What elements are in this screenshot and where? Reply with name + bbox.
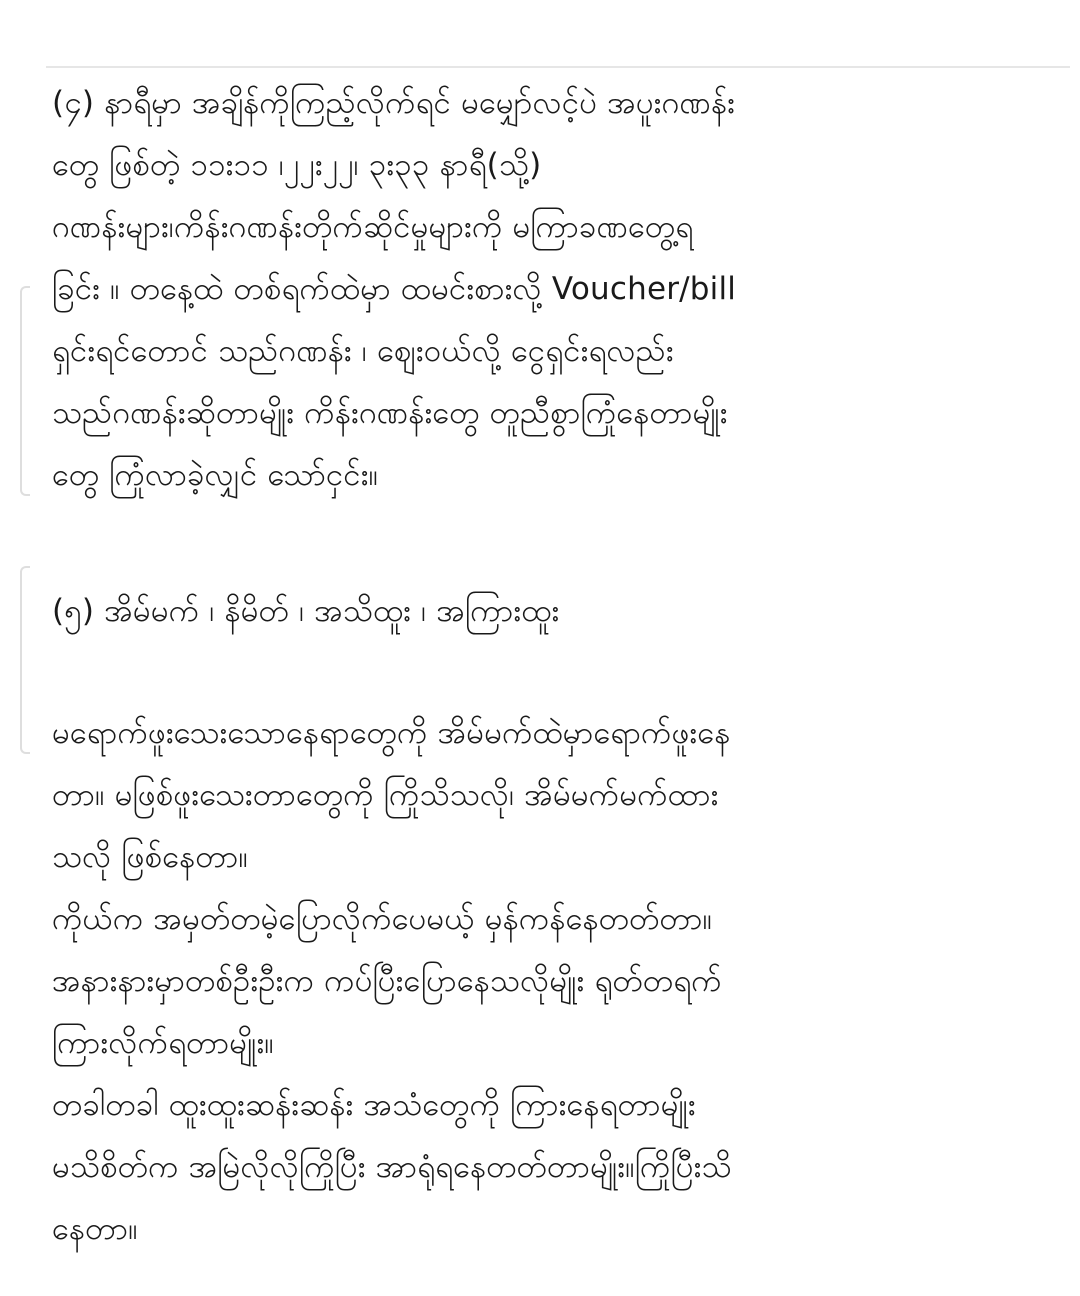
text-line: မသိစိတ်က အမြဲလိုလိုကြိုပြီး အာရုံရနေတတ်တာမျိုး။ကြိုပြီးသိ: [52, 1149, 732, 1185]
text-line: ရှင်းရင်တောင် သည်ဂဏန်း ၊ ဈေးဝယ်လို့ ငွေရှင်းရလည်း: [52, 333, 674, 369]
text-line: ခြင်း ။ တနေ့ထဲ တစ်ရက်ထဲမှာ ထမင်းစားလို့ Voucher/bill: [52, 271, 737, 307]
section-5-paragraph: [52, 702, 1052, 1260]
text-line: သည်ဂဏန်းဆိုတာမျိုး ကိန်းဂဏန်းတွေ တူညီစွာကြုံနေတာမျိုး: [52, 395, 728, 431]
text-line: တခါတခါ ထူးထူးဆန်းဆန်း အသံတွေကို ကြားနေရတာမျိုး: [52, 1087, 696, 1123]
text-line: တွေ ကြုံလာခဲ့လျှင် သော်ငှင်း။: [52, 457, 379, 493]
text-line: ကိုယ်က အမှတ်တမဲ့ပြောလိုက်ပေမယ့် မှန်ကန်နေတတ်တာ။: [52, 901, 713, 937]
section-4-paragraph: [52, 72, 1052, 506]
text-line: ဂဏန်းများ၊ကိန်းဂဏန်းတိုက်ဆိုင်မှုများကို မကြာခဏတွေ့ရ: [52, 209, 694, 245]
text-line: သလို ဖြစ်နေတာ။: [52, 839, 249, 875]
section-title: (၅) အိမ်မက် ၊ နိမိတ် ၊ အသိထူး ၊ အကြားထူး: [52, 593, 560, 629]
top-divider: [46, 66, 1070, 68]
text-line: ကြားလိုက်ရတာမျိုး။: [52, 1025, 275, 1061]
text-line: မရောက်ဖူးသေးသောနေရာတွေကို အိမ်မက်ထဲမှာရောက်ဖူးနေ: [52, 715, 731, 751]
section-5-heading: [52, 580, 1052, 642]
text-line: တာ။ မဖြစ်ဖူးသေးတာတွေကို ကြိုသိသလို၊ အိမ်မက်မက်ထား: [52, 777, 719, 813]
scroll-edge-indicator: [20, 286, 30, 496]
scroll-edge-indicator: [20, 566, 30, 754]
text-line: အနားနားမှာတစ်ဦးဦးက ကပ်ပြီးပြောနေသလိုမျိုး ရုတ်တရက်: [52, 963, 722, 999]
text-line: နေတာ။: [52, 1211, 138, 1247]
text-line: တွေ ဖြစ်တဲ့ ၁၁း၁၁ ၊၂၂း၂၂၊ ၃း၃၃ နာရီ(သို့): [52, 147, 542, 183]
text-line: (၄) နာရီမှာ အချိန်ကိုကြည့်လိုက်ရင် မမျှော်လင့်ပဲ အပူးဂဏန်း: [52, 85, 736, 121]
